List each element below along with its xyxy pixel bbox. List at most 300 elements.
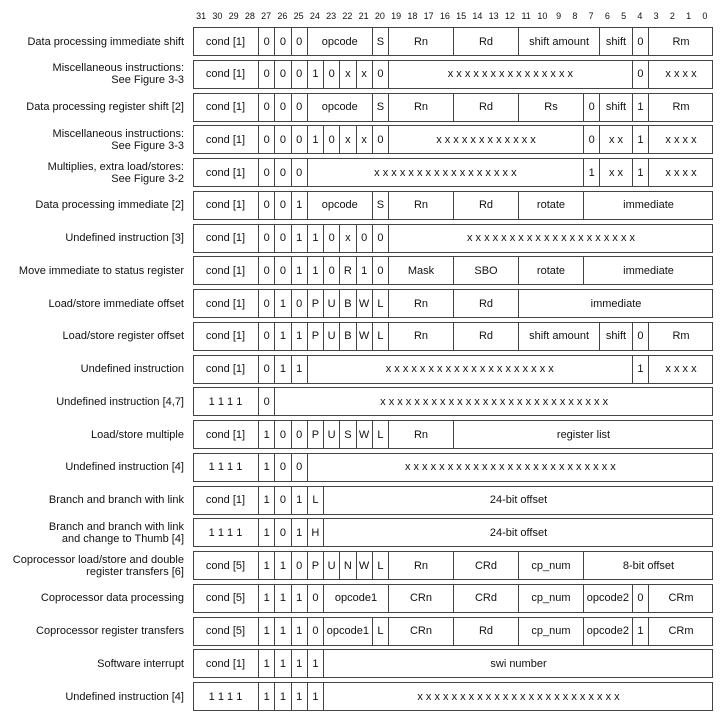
bit-number: 3 (653, 11, 659, 21)
instruction-label-line: Miscellaneous instructions: (52, 127, 184, 140)
bit-number: 14 (472, 11, 483, 21)
instruction-label (0, 617, 184, 646)
instruction-label (0, 453, 184, 482)
encoding-field: cond [1] (205, 494, 246, 506)
encoding-field: 1 (291, 257, 307, 284)
encoding-field: x x x x x x x x x x x x x x x x x x x x (307, 356, 632, 383)
encoding-field: 0 (323, 225, 339, 252)
encoding-field: L (307, 487, 323, 514)
encoding-field: 1 (258, 519, 274, 546)
encoding-field: L (372, 290, 388, 317)
encoding-field: 0 (291, 61, 307, 88)
encoding-field: 1 (274, 618, 290, 645)
encoding-field: 0 (258, 356, 274, 383)
instruction-label-line: Coprocessor data processing (40, 592, 184, 605)
encoding-field: CRd (453, 552, 518, 579)
instruction-label (0, 551, 184, 580)
encoding-field: x (339, 126, 355, 153)
encoding-field: x x x x x x x x x x x x x x x x x x x x x x x x x x x (274, 388, 713, 415)
encoding-field: 0 (274, 225, 290, 252)
encoding-field: cond [5] (205, 625, 246, 637)
encoding-field: 1 (274, 356, 290, 383)
encoding-field: Rd (453, 94, 518, 121)
encoding-field: 1 (583, 159, 599, 186)
encoding-row (193, 387, 713, 416)
instruction-label-line: Move immediate to status register (18, 264, 184, 277)
encoding-field: 1 (632, 618, 648, 645)
bit-number: 24 (309, 11, 320, 21)
instruction-label-line: See Figure 3-2 (111, 172, 184, 185)
encoding-field: 1 (274, 290, 290, 317)
instruction-label (0, 518, 184, 547)
bit-number: 7 (588, 11, 594, 21)
encoding-field: 1 (291, 650, 307, 677)
encoding-field: 0 (323, 257, 339, 284)
encoding-field: 1 (258, 552, 274, 579)
instruction-label (0, 322, 184, 351)
instruction-label (0, 224, 184, 253)
encoding-field: 1 (291, 519, 307, 546)
encoding-row (193, 60, 713, 89)
encoding-field: 0 (274, 454, 290, 481)
instruction-label-line: Software interrupt (97, 657, 184, 670)
instruction-label-line: See Figure 3-3 (111, 139, 184, 152)
encoding-field: cond [1] (205, 101, 246, 113)
encoding-field: R (339, 257, 355, 284)
encoding-field: 0 (258, 323, 274, 350)
encoding-field: 0 (291, 159, 307, 186)
encoding-field: 1 (291, 487, 307, 514)
encoding-field: 0 (291, 421, 307, 448)
encoding-field: Mask (388, 257, 453, 284)
encoding-field: immediate (518, 290, 713, 317)
instruction-label-line: Undefined instruction [3] (65, 232, 184, 244)
bit-number: 18 (407, 11, 418, 21)
encoding-field: opcode (307, 94, 372, 121)
encoding-field: L (372, 421, 388, 448)
encoding-row (193, 649, 713, 678)
encoding-row (193, 125, 713, 154)
encoding-field: 1 (291, 323, 307, 350)
encoding-field: opcode1 (323, 618, 372, 645)
encoding-field: 0 (291, 552, 307, 579)
encoding-row (193, 158, 713, 187)
encoding-row (193, 191, 713, 220)
bit-number: 15 (456, 11, 467, 21)
instruction-label-line: Load/store immediate offset (48, 297, 184, 310)
encoding-field: P (307, 421, 323, 448)
bit-number: 1 (686, 11, 692, 21)
encoding-field: cond [1] (205, 297, 246, 310)
encoding-field: immediate (583, 192, 713, 219)
encoding-field: 0 (274, 519, 290, 546)
encoding-field: 0 (258, 61, 274, 88)
encoding-field: S (372, 192, 388, 219)
encoding-field: register list (453, 421, 713, 448)
instruction-label (0, 158, 184, 187)
encoding-field: cond [1] (205, 133, 246, 146)
instruction-label (0, 486, 184, 515)
encoding-field: SBO (453, 257, 518, 284)
encoding-field: cp_num (518, 618, 583, 645)
encoding-field: x x x x (648, 356, 713, 383)
bit-number: 16 (439, 11, 450, 21)
bit-number: 19 (391, 11, 402, 21)
encoding-field: 1 (307, 126, 323, 153)
encoding-field: 1 (307, 225, 323, 252)
encoding-field: x x x x x x x x x x x x x x x x x x x x x x x x x (307, 454, 713, 481)
bit-number: 0 (702, 11, 708, 21)
encoding-field: 0 (307, 618, 323, 645)
encoding-field: 0 (372, 257, 388, 284)
encoding-field: CRm (648, 618, 713, 645)
instruction-label-line: Miscellaneous instructions: (52, 62, 184, 75)
encoding-field: 0 (274, 28, 290, 55)
encoding-field: cond [5] (205, 592, 246, 605)
instruction-label-line: Branch and branch with link (48, 494, 184, 506)
encoding-field: 1 (291, 192, 307, 219)
encoding-field: cond [1] (205, 428, 246, 441)
encoding-field: 0 (274, 126, 290, 153)
encoding-field: 1 (632, 356, 648, 383)
instruction-label (0, 256, 184, 285)
encoding-field: 0 (258, 28, 274, 55)
encoding-field: Rd (453, 28, 518, 55)
encoding-row (193, 420, 713, 449)
encoding-row (193, 322, 713, 351)
encoding-field: W (356, 290, 372, 317)
encoding-row (193, 453, 713, 482)
encoding-field: 0 (274, 487, 290, 514)
encoding-field: x x x x x x x x x x x x (388, 126, 583, 153)
encoding-field: cond [1] (205, 68, 246, 81)
bit-number: 29 (228, 11, 239, 21)
encoding-field: 0 (258, 257, 274, 284)
instruction-label-line: Data processing immediate [2] (35, 199, 184, 212)
bit-number: 11 (521, 11, 531, 21)
bit-number: 4 (637, 11, 643, 21)
encoding-field: Rd (453, 290, 518, 317)
encoding-field: cond [1] (205, 232, 246, 244)
instruction-label-line: Coprocessor register transfers (36, 625, 184, 637)
encoding-field: cond [1] (205, 199, 246, 212)
instruction-label (0, 93, 184, 122)
instruction-label-line: Coprocessor load/store and double (12, 553, 184, 566)
encoding-field: cond [5] (205, 559, 246, 572)
bit-number: 12 (504, 11, 515, 21)
encoding-field: cond [1] (205, 657, 246, 670)
encoding-field: 0 (258, 290, 274, 317)
encoding-field: cp_num (518, 585, 583, 612)
encoding-field: W (356, 323, 372, 350)
encoding-row (193, 518, 713, 547)
encoding-field: L (372, 618, 388, 645)
encoding-row (193, 289, 713, 318)
encoding-field: 1 (274, 585, 290, 612)
encoding-field: cond [1] (205, 363, 246, 375)
encoding-field: Rn (388, 323, 453, 350)
encoding-field: 1 (258, 487, 274, 514)
bit-number: 28 (244, 11, 255, 21)
encoding-field: 0 (632, 28, 648, 55)
encoding-field: S (372, 94, 388, 121)
instruction-label-line: Multiplies, extra load/stores: (47, 160, 184, 173)
encoding-field: 1 (258, 650, 274, 677)
encoding-field: P (307, 323, 323, 350)
encoding-field: shift amount (518, 323, 599, 350)
instruction-label-line: See Figure 3-3 (111, 74, 184, 87)
encoding-row (193, 224, 713, 253)
encoding-field: shift (599, 28, 632, 55)
encoding-field: 0 (323, 61, 339, 88)
encoding-field: 0 (274, 257, 290, 284)
encoding-field: x (356, 126, 372, 153)
encoding-field: x x x x x x x x x x x x x x x (388, 61, 632, 88)
encoding-field: U (323, 421, 339, 448)
instruction-label-line: Branch and branch with link (48, 520, 184, 533)
encoding-field: shift (599, 94, 632, 121)
encoding-field: 1 (307, 257, 323, 284)
encoding-field: 1 (291, 618, 307, 645)
encoding-field: 0 (291, 454, 307, 481)
encoding-field: 1 (356, 257, 372, 284)
encoding-field: x x x x (648, 126, 713, 153)
instruction-label-line: Undefined instruction (80, 363, 184, 375)
encoding-field: 1 (307, 683, 323, 710)
encoding-field: 0 (274, 192, 290, 219)
encoding-field: 0 (632, 61, 648, 88)
encoding-field: 1 (291, 683, 307, 710)
bit-number: 13 (488, 11, 499, 21)
encoding-field: 1 (258, 421, 274, 448)
encoding-field: 8-bit offset (583, 552, 713, 579)
bit-number: 20 (374, 11, 385, 21)
encoding-field: U (323, 323, 339, 350)
instruction-label (0, 289, 184, 318)
instruction-label-line: Undefined instruction [4] (65, 690, 184, 703)
encoding-field: 1 (307, 61, 323, 88)
encoding-field: 0 (583, 94, 599, 121)
encoding-field: x (356, 61, 372, 88)
encoding-field: W (356, 552, 372, 579)
encoding-row (193, 27, 713, 56)
encoding-field: 0 (258, 192, 274, 219)
encoding-field: 1 (291, 225, 307, 252)
bit-number: 8 (572, 11, 578, 21)
encoding-field: Rd (453, 192, 518, 219)
encoding-field: 0 (632, 323, 648, 350)
encoding-field: shift amount (518, 28, 599, 55)
encoding-field: Rn (388, 94, 453, 121)
instruction-label (0, 584, 184, 613)
encoding-field: 1 (632, 126, 648, 153)
encoding-field: 1 (274, 323, 290, 350)
encoding-field: 1 (258, 683, 274, 710)
encoding-field: opcode2 (583, 585, 632, 612)
encoding-row (193, 584, 713, 613)
encoding-row (193, 682, 713, 711)
bit-number: 9 (556, 11, 562, 21)
instruction-label (0, 420, 184, 449)
bit-number: 6 (604, 11, 610, 21)
encoding-field: U (323, 552, 339, 579)
encoding-field: N (339, 552, 355, 579)
encoding-field: 0 (323, 126, 339, 153)
encoding-field: 1 1 1 1 (208, 395, 243, 408)
encoding-field: CRn (388, 585, 453, 612)
instruction-label-line: and change to Thumb [4] (61, 532, 184, 545)
encoding-field: 0 (274, 94, 290, 121)
bit-number: 10 (537, 11, 548, 21)
encoding-field: S (372, 28, 388, 55)
bit-number: 27 (261, 11, 272, 21)
encoding-field: 0 (274, 421, 290, 448)
encoding-field: L (372, 552, 388, 579)
instruction-label (0, 60, 184, 89)
instruction-label-line: Undefined instruction [4] (65, 461, 184, 474)
encoding-field: 0 (258, 225, 274, 252)
encoding-field: 0 (291, 28, 307, 55)
instruction-label-line: Data processing register shift [2] (26, 101, 184, 113)
encoding-field: x x x x (648, 159, 713, 186)
encoding-field: Rm (648, 28, 713, 55)
encoding-field: x x x x (648, 61, 713, 88)
encoding-field: 1 (291, 585, 307, 612)
encoding-field: 0 (372, 225, 388, 252)
encoding-field: Rn (388, 421, 453, 448)
instruction-label (0, 355, 184, 384)
encoding-field: Rd (453, 618, 518, 645)
encoding-field: U (323, 290, 339, 317)
encoding-field: 1 (291, 356, 307, 383)
encoding-field: rotate (518, 192, 583, 219)
encoding-field: cond [1] (205, 264, 246, 277)
encoding-field: 1 (258, 618, 274, 645)
instruction-label-line: Load/store register offset (62, 330, 184, 343)
encoding-field: Rn (388, 192, 453, 219)
encoding-field: S (339, 421, 355, 448)
encoding-field: 0 (356, 225, 372, 252)
encoding-row (193, 617, 713, 646)
encoding-field: cond [1] (205, 330, 246, 343)
encoding-field: 1 (258, 585, 274, 612)
encoding-field: opcode (307, 192, 372, 219)
instruction-label-line: Load/store multiple (91, 428, 184, 441)
encoding-field: x x (599, 159, 632, 186)
encoding-field: 1 (274, 552, 290, 579)
encoding-field: immediate (583, 257, 713, 284)
encoding-field: x x x x x x x x x x x x x x x x x (307, 159, 583, 186)
encoding-field: 0 (274, 159, 290, 186)
encoding-field: 0 (258, 126, 274, 153)
encoding-field: opcode (307, 28, 372, 55)
encoding-field: Rm (648, 323, 713, 350)
bit-number: 23 (326, 11, 337, 21)
encoding-field: x (339, 61, 355, 88)
encoding-field: 0 (307, 585, 323, 612)
bit-number: 17 (423, 11, 434, 21)
encoding-row (193, 93, 713, 122)
encoding-field: opcode1 (323, 585, 388, 612)
instruction-label (0, 682, 184, 711)
bit-number: 25 (293, 11, 304, 21)
bit-number: 5 (621, 11, 627, 21)
encoding-field: W (356, 421, 372, 448)
encoding-field: CRd (453, 585, 518, 612)
encoding-field: x x (599, 126, 632, 153)
encoding-field: B (339, 323, 355, 350)
encoding-field: 0 (372, 126, 388, 153)
encoding-field: cond [1] (205, 166, 246, 179)
encoding-field: Rm (648, 94, 713, 121)
instruction-label (0, 387, 184, 416)
instruction-label (0, 649, 184, 678)
instruction-label-line: register transfers [6] (86, 565, 184, 578)
instruction-label (0, 27, 184, 56)
encoding-row (193, 256, 713, 285)
encoding-field: x x x x x x x x x x x x x x x x x x x x x x x x (323, 683, 713, 710)
bit-number: 22 (342, 11, 353, 21)
encoding-field: Rn (388, 290, 453, 317)
encoding-field: CRm (648, 585, 713, 612)
encoding-field: 24-bit offset (323, 519, 713, 546)
encoding-field: 0 (632, 585, 648, 612)
encoding-field: 0 (583, 126, 599, 153)
bit-number: 31 (196, 11, 207, 21)
encoding-field: cond [1] (205, 35, 246, 48)
encoding-field: 0 (291, 94, 307, 121)
encoding-field: rotate (518, 257, 583, 284)
instruction-label (0, 191, 184, 220)
instruction-label (0, 125, 184, 154)
encoding-field: 0 (291, 290, 307, 317)
encoding-field: x x x x x x x x x x x x x x x x x x x x (388, 225, 713, 252)
encoding-field: 0 (372, 61, 388, 88)
encoding-field: 0 (258, 94, 274, 121)
encoding-field: 1 (274, 683, 290, 710)
encoding-field: 1 (258, 454, 274, 481)
encoding-field: P (307, 552, 323, 579)
encoding-field: opcode2 (583, 618, 632, 645)
encoding-field: 0 (258, 388, 274, 415)
encoding-field: B (339, 290, 355, 317)
encoding-field: 0 (291, 126, 307, 153)
encoding-row (193, 355, 713, 384)
encoding-field: 1 1 1 1 (208, 461, 243, 474)
encoding-field: 0 (274, 61, 290, 88)
encoding-row (193, 551, 713, 580)
encoding-field: 1 1 1 1 (208, 526, 243, 539)
encoding-field: 1 (632, 159, 648, 186)
encoding-field: L (372, 323, 388, 350)
encoding-field: P (307, 290, 323, 317)
encoding-field: Rn (388, 552, 453, 579)
encoding-field: 1 (632, 94, 648, 121)
instruction-label-line: Data processing immediate shift (27, 35, 184, 48)
encoding-field: 0 (258, 159, 274, 186)
encoding-field: Rn (388, 28, 453, 55)
encoding-field: 1 1 1 1 (208, 690, 243, 703)
encoding-field: x (339, 225, 355, 252)
encoding-field: 24-bit offset (323, 487, 713, 514)
encoding-field: 1 (274, 650, 290, 677)
instruction-label-line: Undefined instruction [4,7] (56, 395, 184, 408)
encoding-field: H (307, 519, 323, 546)
bit-number: 2 (669, 11, 675, 21)
bit-number: 30 (212, 11, 223, 21)
encoding-field: 1 (307, 650, 323, 677)
encoding-field: Rd (453, 323, 518, 350)
